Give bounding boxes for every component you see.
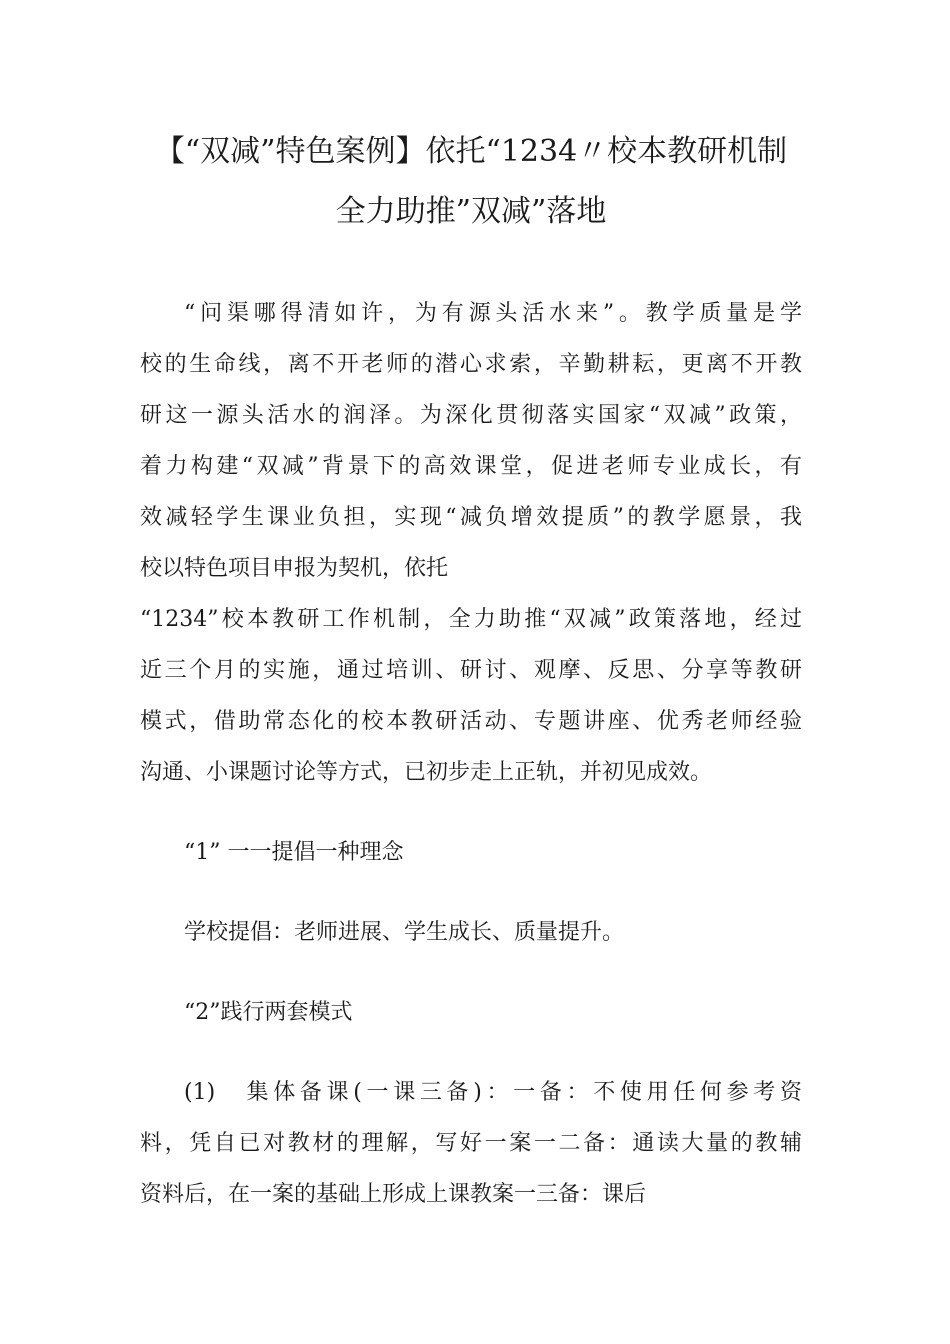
text-line: 效减轻学生课业负担，实现“减负增效提质”的教学愿景，我 (140, 505, 802, 530)
text-line: 着力构建“双减”背景下的高效课堂，促进老师专业成长，有 (140, 454, 802, 479)
text-line: 资料后，在一案的基础上形成上课教案一三备：课后 (140, 1182, 647, 1207)
intro-paragraph (140, 288, 802, 798)
text-line: “1234”校本教研工作机制，全力助推“双减”政策落地，经过 (140, 607, 802, 632)
title-line: 全力助推”双减”落地 (335, 194, 607, 229)
text-line: “2”践行两套模式 (184, 1000, 353, 1025)
text-line: 模式，借助常态化的校本教研活动、专题讲座、优秀老师经验 (140, 709, 802, 734)
text-line: 学校提倡：老师进展、学生成长、质量提升。 (184, 920, 625, 945)
section-heading-2 (140, 987, 802, 1038)
title-line: 【“双减”特色案例】依托“1234〃校本教研机制 (154, 134, 788, 169)
lesson-prep-paragraph (140, 1067, 802, 1220)
document-body (140, 288, 802, 1220)
text-line: 近三个月的实施，通过培训、研讨、观摩、反思、分享等教研 (140, 658, 802, 683)
text-line: 料，凭自已对教材的理解，写好一案一二备：通读大量的教辅 (140, 1131, 802, 1156)
text-line: 沟通、小课题讨论等方式，已初步走上正轨，并初见成效。 (140, 760, 713, 785)
text-line: 校的生命线，离不开老师的潜心求索，辛勤耕耘，更离不开教 (140, 352, 802, 377)
concept-paragraph (140, 907, 802, 958)
text-line: (1) 集体备课(一课三备)：一备：不使用任何参考资 (184, 1080, 802, 1105)
section-heading-1 (140, 827, 802, 878)
document-title (140, 122, 802, 242)
text-line: “1” 一一提倡一种理念 (184, 840, 404, 865)
text-line: 研这一源头活水的润泽。为深化贯彻落实国家“双减”政策， (140, 403, 802, 428)
text-line: “问渠哪得清如许，为有源头活水来”。教学质量是学 (184, 301, 802, 326)
text-line: 校以特色项目申报为契机，依托 (140, 556, 449, 581)
